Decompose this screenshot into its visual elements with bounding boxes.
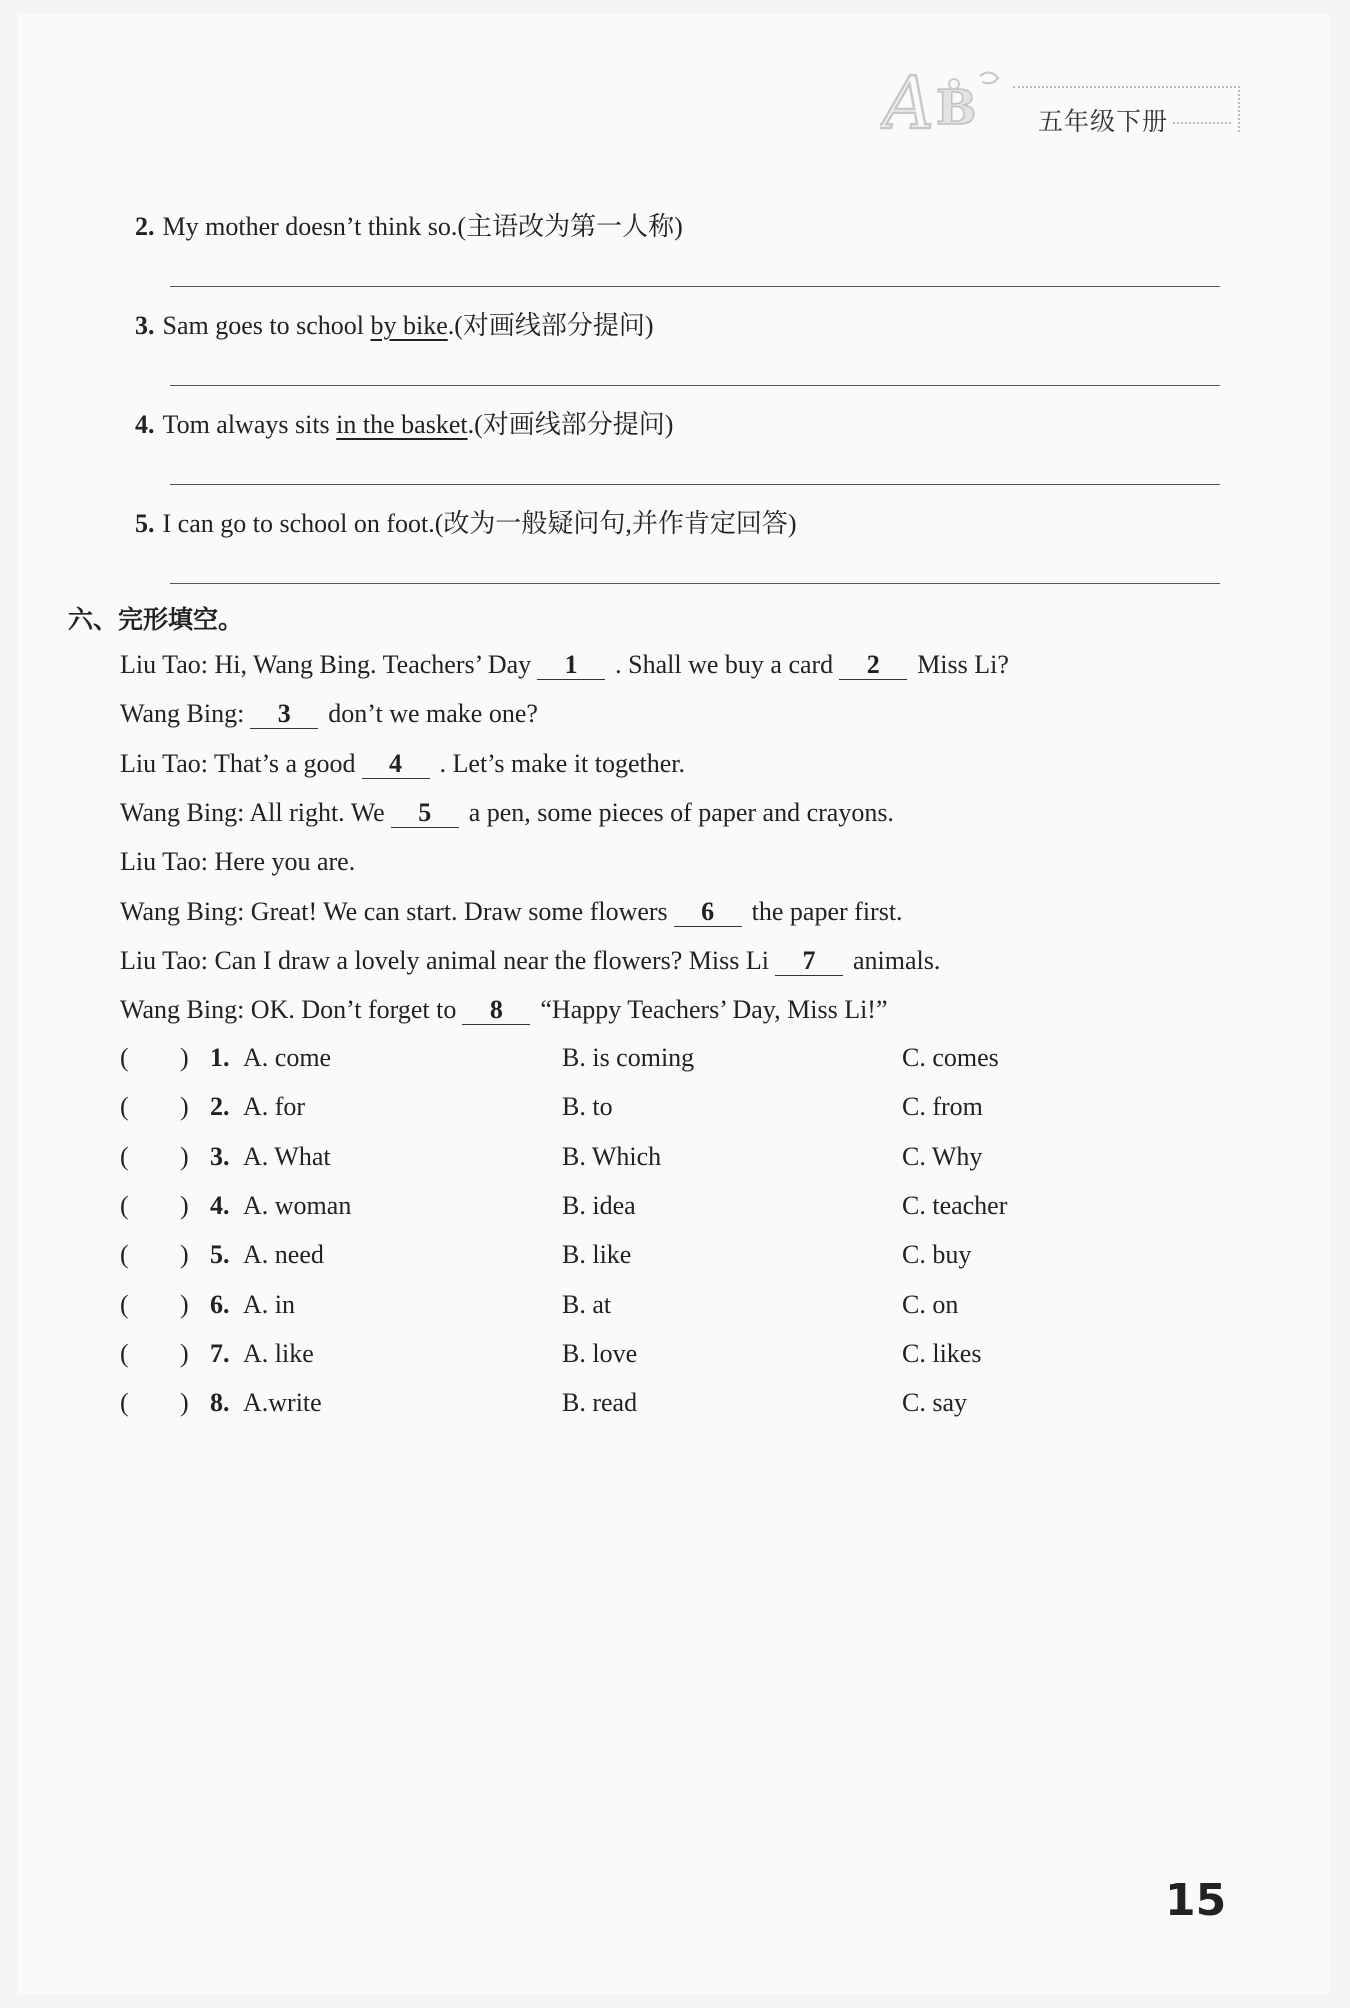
option-b[interactable]: B. love	[562, 1339, 638, 1368]
dialogue-text: Liu Tao: Here you are.	[120, 847, 356, 876]
grade-label: 五年级下册	[1038, 107, 1169, 136]
svg-text:A: A	[882, 62, 934, 142]
answer-paren-close: )	[180, 1339, 189, 1368]
ab-logo-icon	[880, 62, 1010, 142]
question-text: I can go to school on foot.	[162, 509, 435, 538]
option-a[interactable]: A. in	[243, 1290, 295, 1319]
rewrite-question	[135, 503, 797, 540]
question-text: Tom always sits	[162, 410, 330, 439]
dialogue-text: Wang Bing: Great! We can start. Draw some flowers	[120, 897, 668, 926]
choice-number: 7.	[210, 1339, 230, 1368]
dialogue-text: Miss Li?	[917, 650, 1009, 679]
dialogue-line	[120, 699, 538, 729]
page-number: 15	[1165, 1875, 1227, 1926]
dialogue-line	[120, 995, 888, 1025]
option-b[interactable]: B. to	[562, 1092, 613, 1121]
question-punct: .	[447, 311, 455, 340]
rewrite-question	[135, 305, 654, 342]
option-a[interactable]: A. woman	[243, 1191, 352, 1220]
answer-line[interactable]	[170, 583, 1220, 584]
cloze-blank[interactable]: 5	[391, 799, 459, 828]
dialogue-text: Wang Bing: OK. Don’t forget to	[120, 995, 457, 1024]
question-text: Sam goes to school	[162, 311, 364, 340]
page-header	[880, 62, 1240, 142]
section-title: 六、完形填空。	[68, 605, 244, 634]
answer-paren-close: )	[180, 1191, 189, 1220]
answer-paren-close: )	[180, 1092, 189, 1121]
choice-row	[120, 1043, 1220, 1083]
dialogue-text: . Shall we buy a card	[615, 650, 834, 679]
option-a[interactable]: A. What	[243, 1142, 331, 1171]
dialogue-text: “Happy Teachers’ Day, Miss Li!”	[540, 995, 888, 1024]
rewrite-question	[135, 206, 683, 243]
underlined-phrase: by bike	[370, 311, 448, 340]
question-instruction: (对画线部分提问)	[474, 410, 674, 439]
choice-number: 5.	[210, 1240, 230, 1269]
dialogue-line	[120, 847, 355, 877]
option-b[interactable]: B. idea	[562, 1191, 636, 1220]
option-a[interactable]: A. for	[243, 1092, 306, 1121]
answer-line[interactable]	[170, 484, 1220, 485]
dialogue-text: Liu Tao: Can I draw a lovely animal near the flowers? Miss Li	[120, 946, 769, 975]
option-a[interactable]: A. need	[243, 1240, 324, 1269]
cloze-blank[interactable]: 3	[250, 700, 318, 729]
dialogue-line	[120, 798, 894, 828]
dialogue-line	[120, 650, 1009, 680]
choice-row	[120, 1290, 1220, 1330]
dialogue-text: Wang Bing:	[120, 699, 245, 728]
choice-row	[120, 1339, 1220, 1379]
cloze-blank[interactable]: 1	[537, 651, 605, 680]
dialogue-line	[120, 897, 903, 927]
dialogue-line	[120, 749, 685, 779]
option-a[interactable]: A. like	[243, 1339, 314, 1368]
question-punct: .	[467, 410, 475, 439]
answer-paren-open[interactable]: (	[120, 1142, 129, 1171]
question-instruction: (改为一般疑问句,并作肯定回答)	[434, 509, 797, 538]
grade-box	[1013, 86, 1240, 136]
dialogue-text: animals.	[852, 946, 941, 975]
question-number: 4.	[135, 410, 155, 439]
choice-row	[120, 1092, 1220, 1132]
cloze-blank[interactable]: 2	[839, 651, 907, 680]
svg-text:B: B	[936, 80, 977, 136]
option-c[interactable]: C. teacher	[902, 1191, 1008, 1220]
option-c[interactable]: C. likes	[902, 1339, 982, 1368]
answer-paren-open[interactable]: (	[120, 1240, 129, 1269]
answer-paren-close: )	[180, 1043, 189, 1072]
question-number: 5.	[135, 509, 155, 538]
answer-paren-close: )	[180, 1290, 189, 1319]
option-a[interactable]: A.write	[243, 1388, 322, 1417]
answer-paren-close: )	[180, 1240, 189, 1269]
answer-paren-close: )	[180, 1142, 189, 1171]
answer-paren-open[interactable]: (	[120, 1092, 129, 1121]
dialogue-text: don’t we make one?	[328, 699, 538, 728]
answer-paren-open[interactable]: (	[120, 1290, 129, 1319]
choice-number: 8.	[210, 1388, 230, 1417]
dialogue-text: . Let’s make it together.	[439, 749, 686, 778]
choice-row	[120, 1388, 1220, 1428]
cloze-blank[interactable]: 8	[462, 996, 530, 1025]
choice-number: 6.	[210, 1290, 230, 1319]
option-a[interactable]: A. come	[243, 1043, 332, 1072]
choice-number: 1.	[210, 1043, 230, 1072]
cloze-blank[interactable]: 7	[775, 947, 843, 976]
option-c[interactable]: C. on	[902, 1290, 959, 1319]
cloze-blank[interactable]: 4	[362, 750, 430, 779]
option-b[interactable]: B. at	[562, 1290, 612, 1319]
option-c[interactable]: C. buy	[902, 1240, 972, 1269]
option-b[interactable]: B. is coming	[562, 1043, 695, 1072]
underlined-phrase: in the basket	[336, 410, 468, 439]
question-instruction: (主语改为第一人称)	[457, 212, 683, 241]
choice-number: 2.	[210, 1092, 230, 1121]
answer-line[interactable]	[170, 286, 1220, 287]
dialogue-text: the paper first.	[751, 897, 903, 926]
choice-row	[120, 1142, 1220, 1182]
option-b[interactable]: B. Which	[562, 1142, 662, 1171]
dialogue-text: Wang Bing: All right. We	[120, 798, 385, 827]
dialogue-text: Liu Tao: That’s a good	[120, 749, 356, 778]
dialogue-text: Liu Tao: Hi, Wang Bing. Teachers’ Day	[120, 650, 532, 679]
choice-number: 4.	[210, 1191, 230, 1220]
dialogue-line	[120, 946, 940, 976]
answer-paren-open[interactable]: (	[120, 1043, 129, 1072]
question-instruction: (对画线部分提问)	[454, 311, 654, 340]
question-text: My mother doesn’t think so.	[162, 212, 458, 241]
answer-paren-open[interactable]: (	[120, 1191, 129, 1220]
dotted-rule	[1173, 122, 1231, 124]
answer-line[interactable]	[170, 385, 1220, 386]
choice-number: 3.	[210, 1142, 230, 1171]
option-b[interactable]: B. read	[562, 1388, 638, 1417]
option-c[interactable]: C. from	[902, 1092, 983, 1121]
cloze-blank[interactable]: 6	[674, 898, 742, 927]
question-number: 2.	[135, 212, 155, 241]
choice-row	[120, 1240, 1220, 1280]
choice-row	[120, 1191, 1220, 1231]
rewrite-question	[135, 404, 673, 441]
answer-paren-open[interactable]: (	[120, 1388, 129, 1417]
answer-paren-open[interactable]: (	[120, 1339, 129, 1368]
option-b[interactable]: B. like	[562, 1240, 632, 1269]
option-c[interactable]: C. comes	[902, 1043, 999, 1072]
answer-paren-close: )	[180, 1388, 189, 1417]
option-c[interactable]: C. Why	[902, 1142, 983, 1171]
option-c[interactable]: C. say	[902, 1388, 967, 1417]
question-number: 3.	[135, 311, 155, 340]
dialogue-text: a pen, some pieces of paper and crayons.	[468, 798, 894, 827]
